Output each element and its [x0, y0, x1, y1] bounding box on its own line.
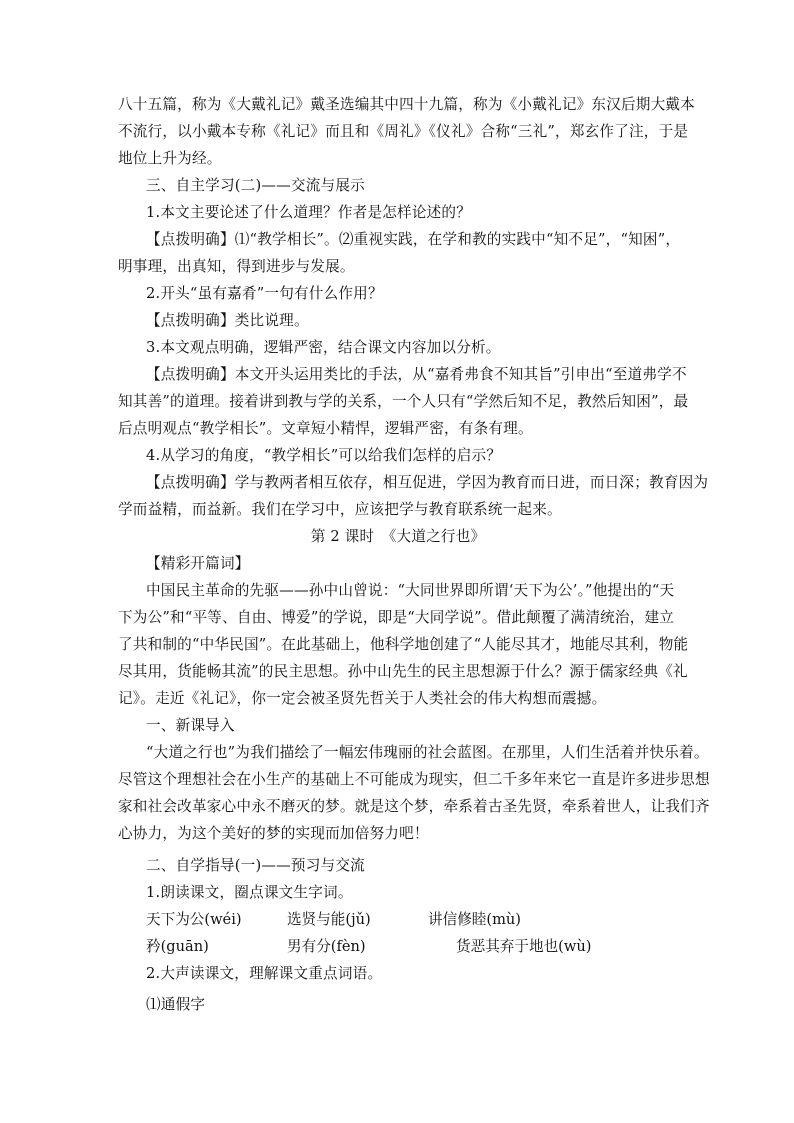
opening-label: 【精彩开篇词】: [146, 555, 250, 572]
question-2: 2.开头“虽有嘉肴”一句有什么作用？: [146, 285, 383, 302]
word-item: 矜(guān): [146, 938, 209, 955]
answer-4-line-1: 【点拨明确】学与教两者相互依存，相互促进，学因为教育而日进，而日深；教育因为: [146, 474, 709, 491]
intro-paragraph-line-4: 心协力，为这个美好的梦的实现而加倍努力吧！: [118, 825, 429, 842]
question-4: 4.从学习的角度，“教学相长”可以给我们怎样的启示？: [146, 447, 502, 464]
intro-paragraph-line-3: 家和社会改革家心中永不磨灭的梦。就是这个梦，牵系着古圣先贤，牵系着世人，让我们齐: [118, 798, 710, 815]
intro-line-3: 地位上升为经。: [118, 150, 222, 167]
answer-2: 【点拨明确】类比说理。: [146, 312, 309, 329]
section-2-heading: 二、自学指导(一)——预习与交流: [146, 857, 365, 874]
opening-line-2: 下为公”和“平等、自由、博爱”的学说，即是“大同学说”。借此颠覆了满清统治，建立: [118, 609, 675, 626]
opening-line-1: 中国民主革命的先驱——孙中山曾说：“大同世界即所谓‘天下为公’。”他提出的“天: [146, 582, 675, 599]
intro-paragraph-line-2: 尽管这个理想社会在小生产的基础上不可能成为现实，但二千多年来它一直是许多进步思想: [118, 771, 710, 788]
intro-line-2: 不流行，以小戴本专称《礼记》而且和《周礼》《仪礼》合称“三礼”，郑玄作了注，于是: [118, 123, 689, 140]
answer-1-line-2: 明事理，出真知，得到进步与发展。: [118, 258, 355, 275]
word-item: 讲信修睦(mù): [428, 911, 521, 928]
answer-4-line-2: 学而益精，而益新。我们在学习中，应该把学与教育联系统一起来。: [118, 501, 562, 518]
task-1: 1.朗读课文，圈点课文生字词。: [146, 884, 353, 901]
answer-1-line-1: 【点拨明确】⑴“教学相长”。⑵重视实践，在学和教的实践中“知不足”，“知困”，: [146, 231, 681, 248]
opening-line-5: 记》。走近《礼记》，你一定会被圣贤先哲关于人类社会的伟大构想而震撼。: [118, 690, 607, 707]
question-3: 3.本文观点明确，逻辑严密，结合课文内容加以分析。: [146, 339, 501, 356]
question-1: 1.本文主要论述了什么道理？作者是怎样论述的？: [146, 204, 471, 221]
answer-3-line-2: 知其善”的道理。接着讲到教与学的关系，一个人只有“学然后知不足，教然后知困”，最: [118, 393, 689, 410]
intro-paragraph-line-1: “大道之行也”为我们描绘了一幅宏伟瑰丽的社会蓝图。在那里，人们生活着并快乐着。: [146, 744, 709, 761]
answer-3-line-1: 【点拨明确】本文开头运用类比的手法，从“嘉肴弗食不知其旨”引申出“至道弗学不: [146, 366, 687, 383]
word-item: 选贤与能(jǔ): [287, 911, 371, 928]
lesson-title: 第 2 课时 《大道之行也》: [310, 528, 486, 545]
intro-line-1: 八十五篇，称为《大戴礼记》戴圣选编其中四十九篇，称为《小戴礼记》东汉后期大戴本: [118, 96, 695, 113]
word-item: 天下为公(wéi): [146, 911, 242, 928]
answer-3-line-3: 后点明观点“教学相长”。文章短小精悍，逻辑严密，有条有理。: [118, 420, 533, 437]
word-item: 货恶其弃于地也(wù): [456, 938, 592, 955]
word-item: 男有分(fèn): [287, 938, 366, 955]
task-2: 2.大声读课文，理解课文重点词语。: [146, 965, 383, 982]
section-1-heading: 一、新课导入: [146, 717, 235, 734]
opening-line-4: 尽其用，货能畅其流”的民主思想。孙中山先生的民主思想源于什么？源于儒家经典《礼: [118, 663, 688, 680]
opening-line-3: 了共和制的“中华民国”。在此基础上，他科学地创建了“人能尽其才，地能尽其利，物能: [118, 636, 689, 653]
section-3-heading: 三、自主学习(二)——交流与展示: [146, 177, 365, 194]
subheading-tongjiazi: ⑴通假字: [146, 996, 206, 1013]
